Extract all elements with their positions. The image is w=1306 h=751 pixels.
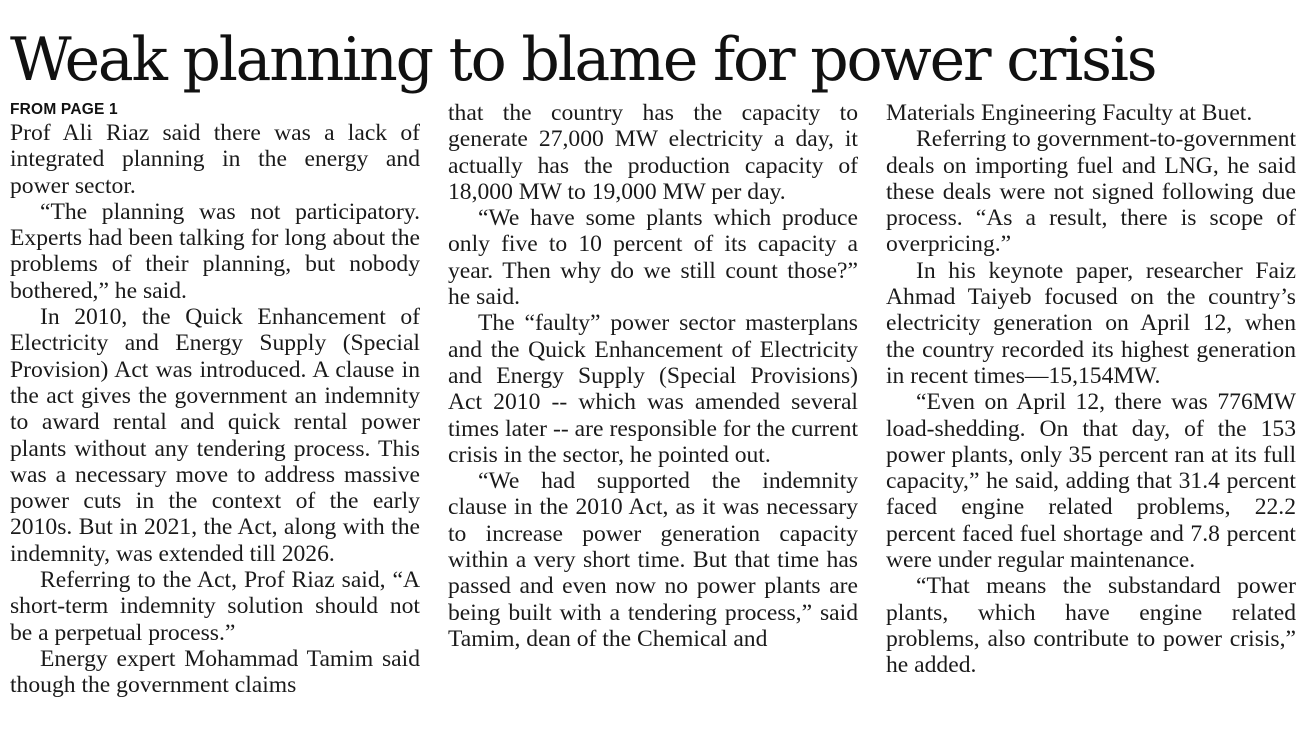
paragraph: that the country has the capacity to generate 27,000 MW electricity a day, it actually has the production capacity of 18,000 MW to 19,000 MW per day.: [448, 100, 858, 205]
headline: Weak planning to blame for power crisis: [10, 25, 1156, 95]
kicker-from-page: FROM PAGE 1: [10, 101, 118, 118]
paragraph: “That means the substandard power plants, which have engine related problems, also contribute to power crisis,” he added.: [886, 573, 1296, 679]
article-column-2: [448, 100, 858, 740]
paragraph: “We had supported the indemnity clause in the 2010 Act, as it was necessary to increase power generation capacity within a very short time. But that time has passed and even now no power plants are being built with a tendering process,” said Tamim, dean of the Chemical and: [448, 468, 858, 652]
paragraph: Energy expert Mohammad Tamim said though the government claims: [10, 645, 420, 699]
paragraph: “Even on April 12, there was 776MW load-shedding. On that day, of the 153 power plants, only 35 percent ran at its full capacity,” he said, adding that 31.4 percent faced engine related problems, 22.2 percent faced fuel shortage and 7.8 percent were under regular maintenance.: [886, 389, 1296, 574]
paragraph: The “faulty” power sector masterplans and the Quick Enhancement of Electricity and Energy Supply (Special Provisions) Act 2010 -- which was amended several times later -- are responsible for the current crisis in the sector, he pointed out.: [448, 310, 858, 468]
paragraph: “We have some plants which produce only five to 10 percent of its capacity a year. Then why do we still count those?” he said.: [448, 205, 858, 311]
paragraph: Referring to government-to-government deals on importing fuel and LNG, he said these deals were not signed following due process. “As a result, there is scope of overpricing.”: [886, 126, 1296, 258]
article-column-3: [886, 100, 1296, 740]
paragraph: In his keynote paper, researcher Faiz Ahmad Taiyeb focused on the country’s electricity generation on April 12, when the country recorded its highest generation in recent times—15,154MW.: [886, 257, 1296, 389]
article-column-1: [10, 100, 420, 740]
paragraph: In 2010, the Quick Enhancement of Electricity and Energy Supply (Special Provision) Act was introduced. A clause in the act gives the government an indemnity to award rental and quick rental power plants without any tendering process. This was a necessary move to address massive power cuts in the context of the early 2010s. But in 2021, the Act, along with the indemnity, was extended till 2026.: [10, 304, 420, 567]
paragraph: Prof Ali Riaz said there was a lack of integrated planning in the energy and power sector.: [10, 120, 420, 199]
paragraph: Referring to the Act, Prof Riaz said, “A short-term indemnity solution should not be a perpetual process.”: [10, 567, 420, 646]
paragraph: “The planning was not participatory. Experts had been talking for long about the problems of their planning, but nobody bothered,” he said.: [10, 198, 420, 304]
paragraph: Materials Engineering Faculty at Buet.: [886, 100, 1253, 126]
